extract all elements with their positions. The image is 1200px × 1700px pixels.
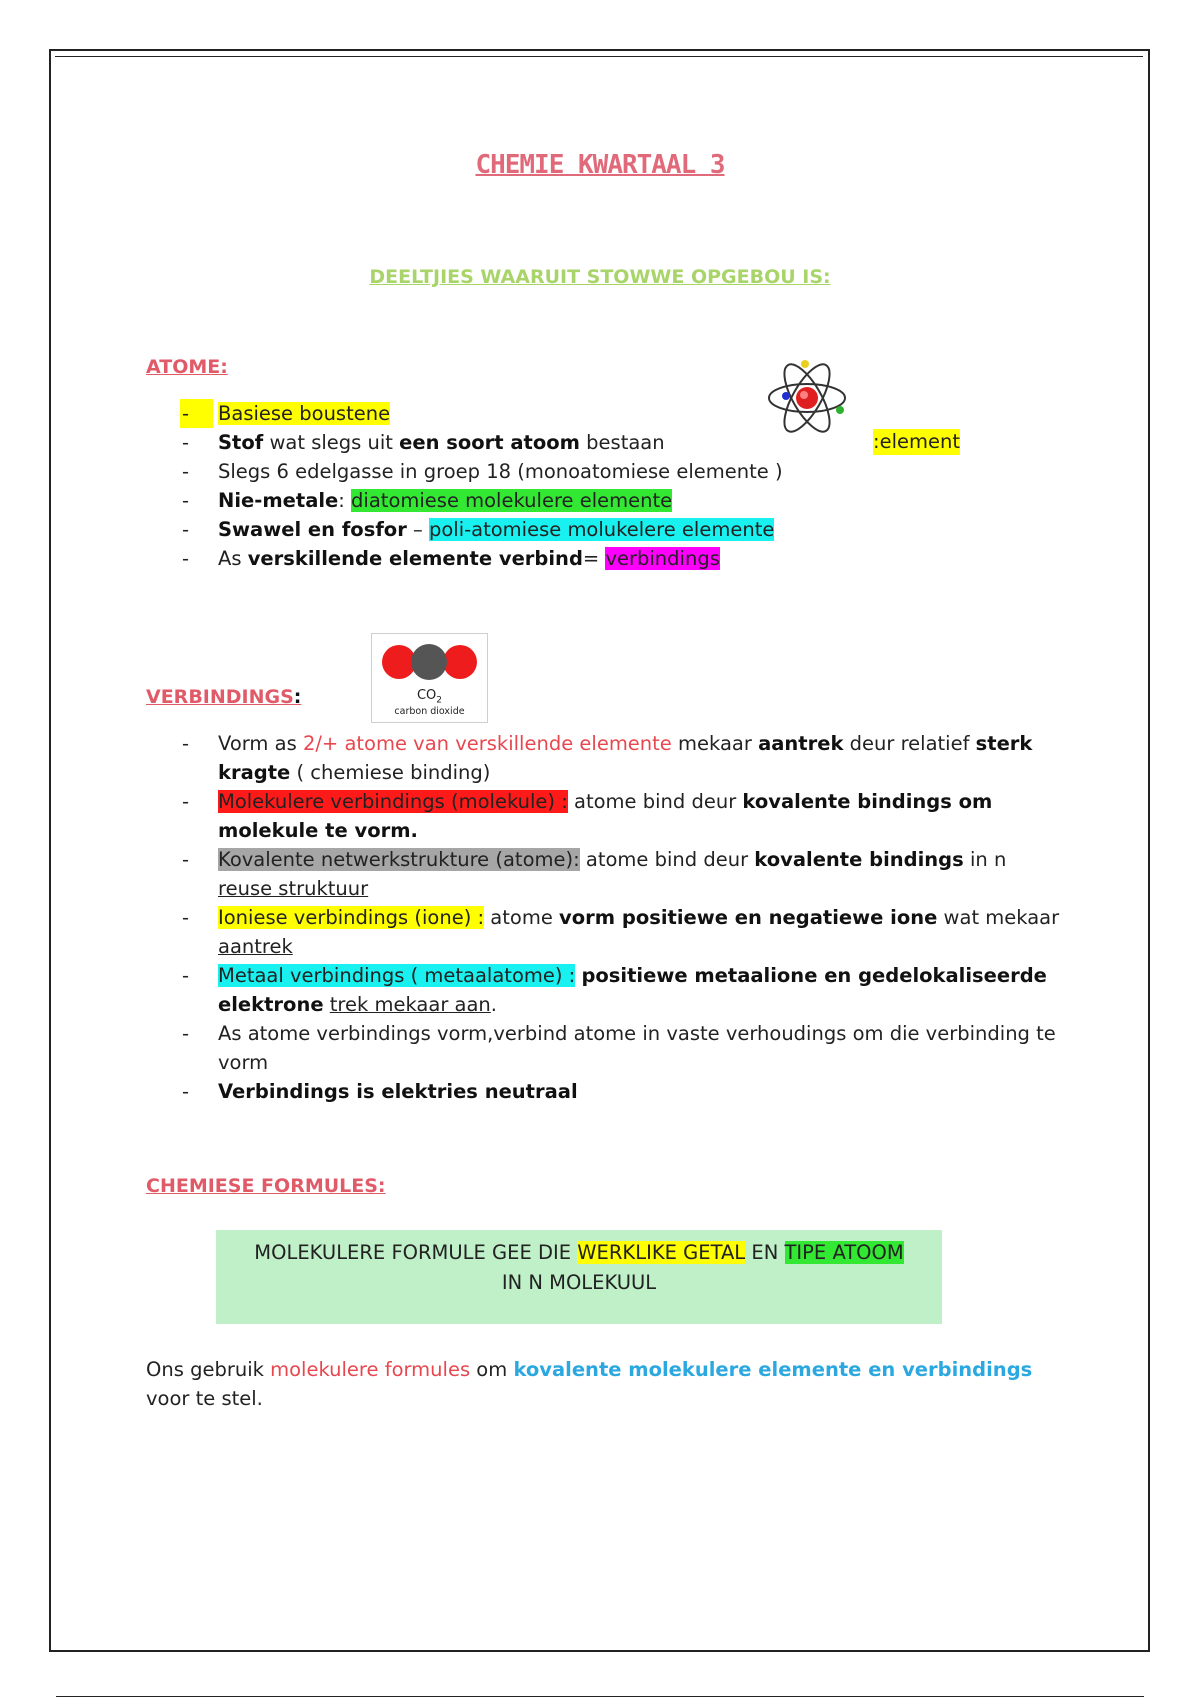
co2-caption: carbon dioxide [394, 706, 465, 717]
heading-chemiese-formules: CHEMIESE FORMULES: [146, 1175, 386, 1197]
closing-paragraph: Ons gebruik molekulere formules om kovalente molekulere elemente en verbindings voor te stel. [146, 1358, 1033, 1410]
list-item: - Metaal verbindings ( metaalatome) : positiewe metaalione en gedelokaliseerde elektrone trek mekaar aan. [180, 961, 1060, 1019]
formula-definition-box: MOLEKULERE FORMULE GEE DIE WERKLIKE GETAL EN TIPE ATOOM IN N MOLEKUUL [216, 1230, 942, 1324]
list-item: - Basiese boustene [180, 399, 1060, 428]
co2-molecule-icon [372, 634, 487, 684]
co2-formula: $CO_2$ [416, 688, 443, 706]
verbindings-list [180, 729, 1060, 1106]
list-item: - Kovalente netwerkstrukture (atome): atome bind deur kovalente bindings in n reuse struktuur [180, 845, 1060, 903]
co2-molecule-image [371, 633, 488, 723]
list-item: - Verbindings is elektries neutraal [180, 1077, 1060, 1106]
list-item: - Slegs 6 edelgasse in groep 18 (monoatomiese elemente ) [180, 457, 1060, 486]
atome-list [180, 399, 1060, 573]
list-item: - As verskillende elemente verbind= verbindings [180, 544, 1060, 573]
list-item: - Nie-metale: diatomiese molekulere elemente [180, 486, 1060, 515]
bottom-rule [56, 1696, 1144, 1697]
list-item: - Vorm as 2/+ atome van verskillende elemente mekaar aantrek deur relatief sterk kragte ( chemiese binding) [180, 729, 1060, 787]
element-label: :element [873, 430, 960, 453]
heading-verbindings: VERBINDINGS: [146, 686, 302, 708]
page-title: CHEMIE KWARTAAL 3 [475, 150, 725, 180]
page-subtitle: DEELTJIES WAARUIT STOWWE OPGEBOU IS: [369, 266, 831, 288]
heading-atome: ATOME: [146, 356, 228, 378]
frame-inner-rule [55, 56, 1143, 57]
list-item: - Ioniese verbindings (ione) : atome vorm positiewe en negatiewe ione wat mekaar aantrek [180, 903, 1060, 961]
list-item: - As atome verbindings vorm,verbind atome in vaste verhoudings om die verbinding te vorm [180, 1019, 1060, 1077]
list-item: - Stof wat slegs uit een soort atoom bestaan [180, 428, 1060, 457]
list-item: - Swawel en fosfor – poli-atomiese molukelere elemente [180, 515, 1060, 544]
list-item: - Molekulere verbindings (molekule) : atome bind deur kovalente bindings om molekule te vorm. [180, 787, 1060, 845]
